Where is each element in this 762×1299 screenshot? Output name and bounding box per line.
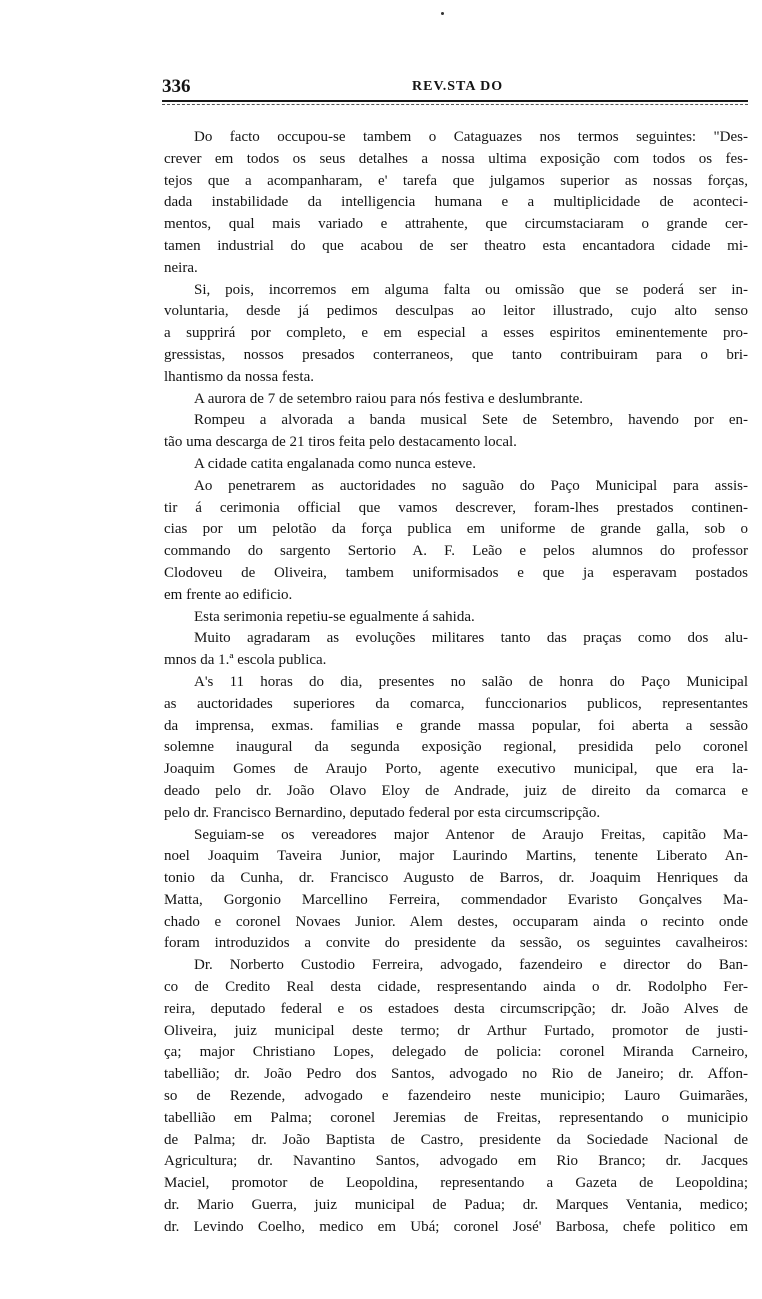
text-line: mnos da 1.ª escola publica. [164, 652, 327, 669]
text-line: a supprirá por completo, e em especial a esses espiritos eminentemente pro- [164, 325, 748, 342]
text-line: em frente ao edificio. [164, 586, 293, 603]
text-line: tejos que a acompanharam, e' tarefa que julgamos superior as nossas forças, [164, 172, 748, 189]
text-line: dr. Mario Guerra, juiz municipal de Padua; dr. Marques Ventania, medico; [164, 1197, 748, 1214]
text-line: Oliveira, juiz municipal deste termo; dr Arthur Furtado, promotor de justi- [164, 1022, 748, 1039]
text-line: deado pelo dr. João Olavo Eloy de Andrade, juiz de direito da comarca e [164, 782, 748, 799]
text-line: Ao penetrarem as auctoridades no saguão do Paço Municipal para assis- [194, 477, 748, 494]
text-line: Seguiam-se os vereadores major Antenor de Araujo Freitas, capitão Ma- [194, 826, 748, 843]
text-line: tabellião em Palma; coronel Jeremias de Freitas, representando o municipio [164, 1109, 748, 1126]
text-line: tão uma descarga de 21 tiros feita pelo destacamento local. [164, 434, 517, 451]
text-line: Maciel, promotor de Leopoldina, representando a Gazeta de Leopoldina; [164, 1175, 748, 1192]
text-line: so de Rezende, advogado e fazendeiro neste municipio; Lauro Guimarães, [164, 1088, 748, 1105]
text-line: A cidade catita engalanada como nunca esteve. [194, 455, 476, 472]
text-line: crever em todos os seus detalhes a nossa ultima exposição com todos os fes- [164, 150, 748, 167]
text-line: Muito agradaram as evoluções militares tanto das praças como dos alu- [194, 630, 748, 647]
text-line: noel Joaquim Taveira Junior, major Laurindo Martins, tenente Liberato An- [164, 848, 748, 865]
speck [441, 12, 444, 15]
text-line: solemne inaugural da segunda exposição regional, presidida pelo coronel [164, 739, 748, 756]
text-line: tabellião; dr. João Pedro dos Santos, advogado no Rio de Janeiro; dr. Affon- [164, 1066, 748, 1083]
body-text [164, 127, 748, 1239]
text-line: A's 11 horas do dia, presentes no salão de honra do Paço Municipal [194, 673, 748, 690]
text-line: as auctoridades superiores da comarca, funccionarios publicos, representantes [164, 695, 748, 712]
text-line: foram introduzidos a convite do presidente da sessão, os seguintes cavalheiros: [164, 935, 748, 952]
text-line: Si, pois, incorremos em alguma falta ou omissão que se poderá ser in- [194, 281, 748, 298]
text-line: da imprensa, exmas. familias e grande massa popular, foi aberta a sessão [164, 717, 748, 734]
text-line: pelo dr. Francisco Bernardino, deputado federal por esta circumscripção. [164, 804, 601, 821]
text-line: Joaquim Gomes de Araujo Porto, agente executivo municipal, que era la- [164, 761, 748, 778]
text-line: dada instabilidade da intelligencia humana e a multiplicidade de aconteci- [164, 194, 748, 211]
text-line: Agricultura; dr. Navantino Santos, advogado em Rio Branco; dr. Jacques [164, 1153, 748, 1170]
text-line: tir á cerimonia official que vamos descrever, foram-lhes prestados continen- [164, 499, 748, 516]
text-line: ça; major Christiano Lopes, delegado de policia: coronel Miranda Carneiro, [164, 1044, 748, 1061]
text-line: voluntaria, desde já pedimos desculpas ao leitor illustrado, cujo alto senso [164, 303, 748, 320]
text-line: tonio da Cunha, dr. Francisco Augusto de Barros, dr. Joaquim Henriques da [164, 870, 748, 887]
text-line: neira. [164, 259, 198, 276]
text-line: Dr. Norberto Custodio Ferreira, advogado, fazendeiro e director do Ban- [194, 957, 748, 974]
text-line: dr. Levindo Coelho, medico em Ubá; coronel José' Barbosa, chefe politico em [164, 1218, 748, 1235]
text-line: chado e coronel Novaes Junior. Alem destes, occuparam ainda o recinto onde [164, 913, 748, 930]
page-header [162, 76, 748, 98]
text-line: A aurora de 7 de setembro raiou para nós festiva e deslumbrante. [194, 390, 584, 407]
text-line: Do facto occupou-se tambem o Cataguazes nos termos seguintes: "Des- [194, 129, 748, 145]
text-line: commando do sargento Sertorio A. F. Leão e pelos alumnos do professor [164, 543, 748, 560]
text-line: tamen industrial do que acabou de ser theatro esta encantadora cidade mi- [164, 237, 748, 254]
page-number: 336 [162, 76, 191, 97]
header-rule-secondary [162, 104, 748, 105]
header-rule [162, 100, 748, 102]
text-line: Matta, Gorgonio Marcellino Ferreira, commendador Evaristo Gonçalves Ma- [164, 891, 748, 908]
text-line: Esta serimonia repetiu-se egualmente á sahida. [194, 608, 475, 625]
text-line: co de Credito Real desta cidade, respresentando ainda o dr. Rodolpho Fer- [164, 979, 748, 996]
text-line: de Palma; dr. João Baptista de Castro, presidente da Sociedade Nacional de [164, 1131, 748, 1148]
text-line: reira, deputado federal e os estadoes desta circumscripção; dr. João Alves de [164, 1000, 748, 1017]
text-line: lhantismo da nossa festa. [164, 368, 314, 385]
text-line: gressistas, nossos presados conterraneos, que tanto contribuiram para o bri- [164, 346, 748, 363]
text-line: Rompeu a alvorada a banda musical Sete de Setembro, havendo por en- [194, 412, 748, 429]
text-line: cias por um pelotão da força publica em uniforme de grande galla, sob o [164, 521, 748, 538]
running-head: REV.STA DO [412, 79, 504, 94]
text-line: Clodoveu de Oliveira, tambem uniformisados e que ja esperavam postados [164, 564, 748, 581]
text-line: mentos, qual mais variado e attrahente, que circumstaciaram o grande cer- [164, 216, 748, 233]
